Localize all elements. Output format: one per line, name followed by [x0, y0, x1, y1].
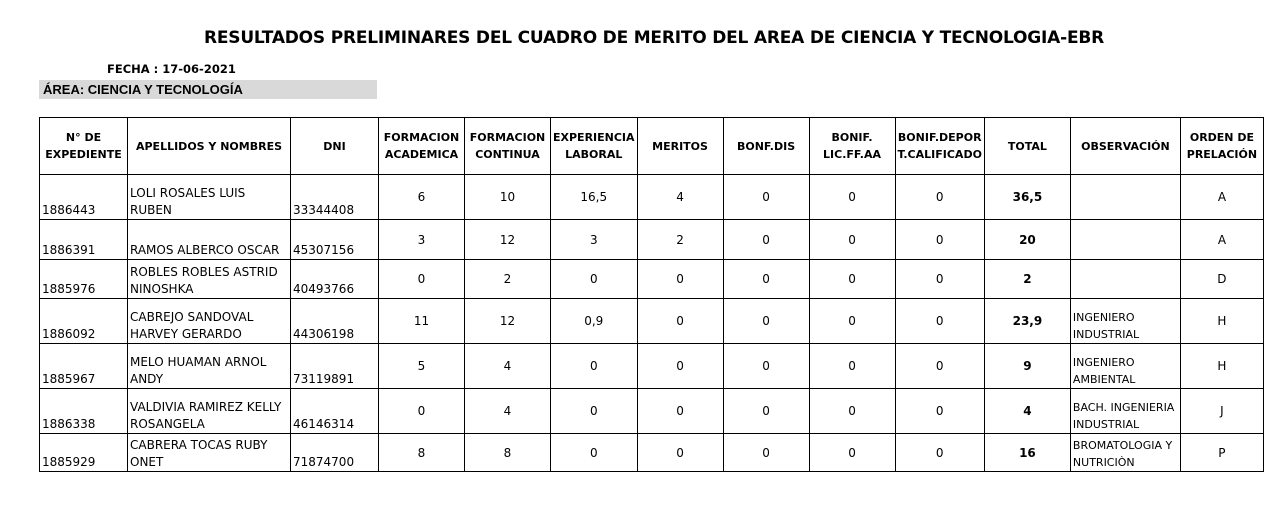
cell-orden-text: H [1217, 359, 1227, 373]
cell-bonf-dis-text: 0 [762, 359, 770, 373]
cell-bonf-dis [723, 260, 809, 299]
cell-orden [1180, 389, 1263, 434]
cell-dni-text: 40493766 [293, 282, 355, 296]
cell-expediente-text: 1886092 [42, 327, 96, 341]
cell-orden-text: H [1217, 314, 1227, 328]
header-formacion-continua: FORMACION CONTINUA [465, 118, 551, 175]
cell-bonif-depor [895, 260, 984, 299]
cell-experiencia-text: 16,5 [580, 190, 608, 204]
cell-experiencia [551, 344, 638, 389]
cell-formacion-continua [465, 175, 551, 220]
results-table [39, 117, 1264, 472]
area-label [39, 80, 377, 99]
cell-experiencia [551, 220, 638, 260]
cell-bonif-lic [809, 389, 895, 434]
cell-dni [291, 260, 379, 299]
cell-bonf-dis-text: 0 [762, 445, 770, 460]
cell-meritos [637, 175, 723, 220]
cell-observacion [1070, 389, 1180, 434]
cell-total [984, 175, 1070, 220]
cell-nombre-text: RAMOS ALBERCO OSCAR [130, 243, 280, 257]
cell-expediente-text: 1885967 [42, 372, 96, 386]
cell-nombre-text: ROBLES ROBLES ASTRID [130, 265, 278, 279]
header-nombres: APELLIDOS Y NOMBRES [128, 118, 291, 175]
cell-formacion-academica-text: 3 [417, 232, 426, 247]
cell-nombre [128, 344, 291, 389]
cell-nombre [128, 434, 291, 472]
cell-dni [291, 389, 379, 434]
cell-orden [1180, 175, 1263, 220]
cell-nombre [128, 389, 291, 434]
cell-observacion-text: INGENIERO [1072, 311, 1135, 324]
cell-bonf-dis-text: 0 [762, 232, 770, 247]
cell-dni [291, 220, 379, 260]
cell-nombre [128, 220, 291, 260]
cell-nombre-text: NINOSHKA [130, 282, 194, 296]
cell-experiencia-text: 0 [589, 404, 598, 418]
cell-total [984, 344, 1070, 389]
cell-bonf-dis-text: 0 [762, 404, 770, 418]
cell-formacion-academica-text: 0 [417, 272, 426, 286]
cell-total-text: 20 [1019, 232, 1036, 247]
cell-bonf-dis [723, 175, 809, 220]
cell-bonif-depor [895, 434, 984, 472]
cell-bonif-lic [809, 260, 895, 299]
cell-nombre-text: ONET [130, 455, 164, 469]
cell-orden-text: P [1218, 445, 1226, 460]
cell-meritos [637, 299, 723, 344]
cell-formacion-continua-text: 2 [503, 272, 512, 286]
cell-total-text: 16 [1019, 445, 1036, 460]
cell-formacion-academica-text: 6 [417, 190, 426, 204]
cell-dni-text: 46146314 [293, 417, 355, 431]
cell-observacion [1070, 344, 1180, 389]
cell-observacion-text: INDUSTRIAL [1072, 418, 1140, 431]
cell-meritos-text: 0 [676, 404, 684, 418]
cell-meritos [637, 389, 723, 434]
cell-dni [291, 344, 379, 389]
cell-nombre-text: HARVEY GERARDO [130, 327, 242, 341]
header-bonif-depor: BONIF.DEPOR T.CALIFICADO [895, 118, 984, 175]
cell-meritos-text: 0 [676, 272, 684, 286]
cell-expediente-text: 1886391 [42, 243, 96, 257]
cell-experiencia-text: 0 [589, 359, 598, 373]
cell-bonif-lic [809, 175, 895, 220]
cell-formacion-continua [465, 299, 551, 344]
cell-experiencia-text: 0 [589, 272, 598, 286]
cell-observacion-text: AMBIENTAL [1072, 373, 1136, 386]
header-bonf-dis: BONF.DIS [723, 118, 809, 175]
cell-formacion-academica-text: 5 [417, 359, 426, 373]
cell-expediente-text: 1886338 [42, 417, 96, 431]
cell-formacion-continua-text: 4 [503, 404, 512, 418]
header-experiencia: EXPERIENCIA LABORAL [551, 118, 638, 175]
cell-experiencia-text: 0 [589, 445, 598, 460]
cell-bonif-depor-text: 0 [935, 359, 944, 373]
cell-observacion [1070, 434, 1180, 472]
cell-meritos [637, 344, 723, 389]
cell-formacion-continua-text: 8 [503, 445, 512, 460]
cell-bonf-dis-text: 0 [762, 272, 770, 286]
cell-nombre [128, 299, 291, 344]
header-row [40, 118, 1264, 175]
header-total: TOTAL [984, 118, 1070, 175]
cell-nombre-text: ROSANGELA [130, 417, 205, 431]
cell-bonif-lic-text: 0 [848, 232, 856, 247]
cell-orden-text: A [1217, 232, 1227, 247]
cell-total [984, 260, 1070, 299]
cell-expediente [40, 175, 128, 220]
cell-dni [291, 299, 379, 344]
cell-observacion-text: BACH. INGENIERIA [1072, 401, 1175, 414]
header-formacion-academica: FORMACION ACADEMICA [379, 118, 465, 175]
cell-meritos-text: 2 [676, 232, 684, 247]
cell-formacion-academica-text: 8 [417, 445, 426, 460]
cell-formacion-continua [465, 260, 551, 299]
cell-bonif-depor [895, 389, 984, 434]
cell-orden-text: D [1217, 272, 1227, 286]
cell-dni [291, 175, 379, 220]
cell-bonif-lic-text: 0 [848, 314, 856, 328]
cell-expediente [40, 220, 128, 260]
cell-dni-text: 71874700 [293, 455, 355, 469]
cell-formacion-continua [465, 220, 551, 260]
table-row [40, 299, 1264, 344]
cell-total-text: 4 [1023, 404, 1032, 418]
cell-bonif-depor-text: 0 [935, 314, 944, 328]
cell-expediente [40, 389, 128, 434]
header-dni: DNI [291, 118, 379, 175]
cell-bonif-lic [809, 299, 895, 344]
table-body [40, 175, 1264, 472]
page-title: RESULTADOS PRELIMINARES DEL CUADRO DE MERITO DEL AREA DE CIENCIA Y TECNOLOGIA-EBR [203, 28, 1105, 48]
table-row [40, 175, 1264, 220]
cell-bonif-lic-text: 0 [848, 190, 856, 204]
cell-nombre-text: CABRERA TOCAS RUBY [130, 438, 268, 452]
cell-bonif-lic-text: 0 [848, 272, 856, 286]
cell-total-text: 9 [1023, 359, 1032, 373]
cell-dni [291, 434, 379, 472]
cell-orden-text: J [1220, 404, 1224, 418]
cell-dni-text: 73119891 [293, 372, 355, 386]
cell-total [984, 434, 1070, 472]
cell-observacion [1070, 260, 1180, 299]
cell-observacion [1070, 220, 1180, 260]
cell-formacion-continua-text: 4 [503, 359, 512, 373]
cell-bonf-dis-text: 0 [762, 314, 770, 328]
cell-experiencia [551, 434, 638, 472]
cell-bonif-depor-text: 0 [935, 404, 944, 418]
cell-observacion-text: INDUSTRIAL [1072, 328, 1140, 341]
cell-bonif-lic [809, 344, 895, 389]
cell-nombre-text: ANDY [130, 372, 164, 386]
cell-bonif-lic [809, 220, 895, 260]
cell-formacion-academica [379, 175, 465, 220]
cell-experiencia-text: 0,9 [584, 314, 604, 328]
cell-formacion-academica-text: 0 [417, 404, 426, 418]
cell-expediente [40, 344, 128, 389]
cell-bonf-dis [723, 344, 809, 389]
cell-orden [1180, 299, 1263, 344]
cell-formacion-academica [379, 220, 465, 260]
cell-bonif-depor-text: 0 [935, 232, 944, 247]
cell-orden [1180, 220, 1263, 260]
header-orden: ORDEN DE PRELACIÓN [1180, 118, 1263, 175]
cell-nombre-text: LOLI ROSALES LUIS RUBEN [130, 186, 246, 217]
cell-bonf-dis [723, 434, 809, 472]
cell-bonif-depor [895, 299, 984, 344]
cell-bonif-lic-text: 0 [848, 359, 856, 373]
cell-dni-text: 45307156 [293, 243, 355, 257]
cell-bonif-depor [895, 175, 984, 220]
area-text: ÁREA: CIENCIA Y TECNOLOGÍA [43, 82, 243, 97]
cell-experiencia-text: 3 [589, 232, 598, 247]
cell-observacion [1070, 299, 1180, 344]
cell-meritos-text: 0 [676, 314, 684, 328]
cell-bonif-lic-text: 0 [848, 404, 856, 418]
cell-formacion-academica [379, 260, 465, 299]
header-meritos: MERITOS [637, 118, 723, 175]
cell-formacion-continua [465, 389, 551, 434]
cell-bonif-depor-text: 0 [935, 445, 944, 460]
cell-meritos [637, 434, 723, 472]
cell-expediente-text: 1885976 [42, 282, 96, 296]
table-row [40, 260, 1264, 299]
cell-formacion-continua [465, 344, 551, 389]
cell-observacion-text: NUTRICIÒN [1072, 456, 1135, 469]
cell-orden [1180, 260, 1263, 299]
cell-dni-text: 33344408 [293, 203, 355, 217]
cell-bonf-dis-text: 0 [762, 190, 770, 204]
cell-nombre-text: CABREJO SANDOVAL [130, 310, 254, 324]
cell-observacion-text: INGENIERO [1072, 356, 1135, 369]
cell-dni-text: 44306198 [293, 327, 355, 341]
cell-bonf-dis [723, 220, 809, 260]
cell-nombre [128, 175, 291, 220]
cell-bonif-depor-text: 0 [935, 272, 944, 286]
cell-experiencia [551, 260, 638, 299]
cell-total [984, 389, 1070, 434]
cell-formacion-academica [379, 344, 465, 389]
cell-experiencia [551, 389, 638, 434]
cell-formacion-continua-text: 12 [499, 314, 516, 328]
cell-formacion-academica [379, 389, 465, 434]
header-observacion: OBSERVACIÓN [1070, 118, 1180, 175]
cell-formacion-continua-text: 10 [499, 190, 516, 204]
cell-meritos-text: 0 [676, 359, 684, 373]
cell-bonf-dis [723, 299, 809, 344]
cell-formacion-academica [379, 434, 465, 472]
cell-total [984, 220, 1070, 260]
cell-meritos [637, 260, 723, 299]
table-row [40, 344, 1264, 389]
cell-expediente [40, 299, 128, 344]
cell-experiencia [551, 299, 638, 344]
table-row [40, 220, 1264, 260]
cell-formacion-academica-text: 11 [413, 314, 430, 328]
cell-formacion-continua [465, 434, 551, 472]
cell-total [984, 299, 1070, 344]
cell-formacion-continua-text: 12 [499, 232, 516, 247]
cell-orden [1180, 344, 1263, 389]
table-row [40, 389, 1264, 434]
cell-total-text: 2 [1023, 272, 1032, 286]
cell-nombre-text: VALDIVIA RAMIREZ KELLY [130, 400, 282, 414]
cell-bonif-depor [895, 220, 984, 260]
cell-nombre-text: MELO HUAMAN ARNOL [130, 355, 267, 369]
cell-total-text: 23,9 [1012, 314, 1043, 328]
cell-bonf-dis [723, 389, 809, 434]
cell-orden-text: A [1217, 190, 1227, 204]
cell-bonif-depor-text: 0 [935, 190, 944, 204]
cell-total-text: 36,5 [1012, 190, 1043, 204]
cell-orden [1180, 434, 1263, 472]
date-label: FECHA : 17-06-2021 [107, 62, 236, 76]
cell-meritos [637, 220, 723, 260]
cell-expediente [40, 260, 128, 299]
table-row [40, 434, 1264, 472]
header-bonif-lic: BONIF. LIC.FF.AA [809, 118, 895, 175]
cell-meritos-text: 4 [676, 190, 684, 204]
cell-bonif-lic [809, 434, 895, 472]
cell-expediente-text: 1885929 [42, 455, 96, 469]
cell-expediente [40, 434, 128, 472]
cell-experiencia [551, 175, 638, 220]
cell-expediente-text: 1886443 [42, 203, 96, 217]
cell-meritos-text: 0 [676, 445, 684, 460]
header-expediente: N° DE EXPEDIENTE [40, 118, 128, 175]
cell-observacion-text: BROMATOLOGIA Y [1072, 439, 1173, 452]
cell-observacion [1070, 175, 1180, 220]
cell-formacion-academica [379, 299, 465, 344]
cell-bonif-lic-text: 0 [848, 445, 856, 460]
cell-bonif-depor [895, 344, 984, 389]
cell-nombre [128, 260, 291, 299]
